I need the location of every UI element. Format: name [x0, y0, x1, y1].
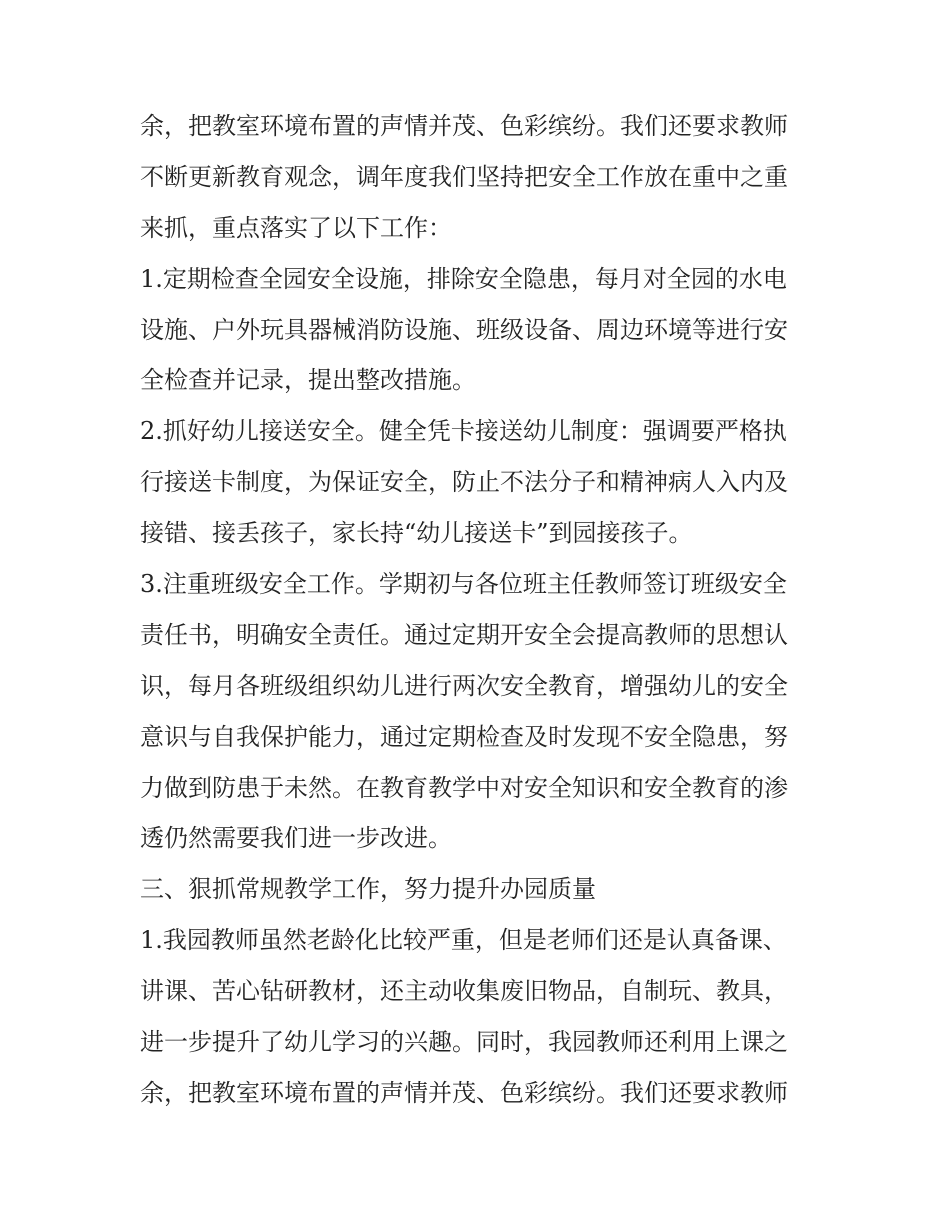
- text-line-2: 不断更新教育观念，调年度我们坚持把安全工作放在重中之重: [140, 162, 788, 191]
- text-line-13: 意识与自我保护能力，通过定期检查及时发现不安全隐患，努: [140, 722, 788, 751]
- text-line-15: 透仍然需要我们进一步改进。: [140, 824, 452, 853]
- text-line-11: 责任书，明确安全责任。通过定期开安全会提高教师的思想认: [140, 620, 788, 649]
- text-line-14: 力做到防患于未然。在教育教学中对安全知识和安全教育的渗: [140, 773, 788, 802]
- text-line-8: 行接送卡制度，为保证安全，防止不法分子和精神病人入内及: [140, 468, 788, 497]
- text-line-1: 余，把教室环境布置的声情并茂、色彩缤纷。我们还要求教师: [140, 112, 788, 140]
- section-heading: 三、狠抓常规教学工作，努力提升办园质量: [140, 875, 596, 904]
- text-line-5: 设施、户外玩具器械消防设施、班级设备、周边环境等进行安: [140, 315, 788, 344]
- body-text: [140, 101, 820, 1119]
- text-line-7: 2.抓好幼儿接送安全。健全凭卡接送幼儿制度：强调要严格执: [140, 417, 787, 446]
- text-line-9: 接错、接丢孩子，家长持“幼儿接送卡”到园接孩子。: [140, 519, 693, 548]
- text-line-12: 识，每月各班级组织幼儿进行两次安全教育，增强幼儿的安全: [140, 671, 788, 700]
- text-line-4: 1.定期检查全园安全设施，排除安全隐患，每月对全园的水电: [140, 264, 787, 293]
- text-line-20: 余，把教室环境布置的声情并茂、色彩缤纷。我们还要求教师: [140, 1078, 788, 1107]
- text-line-3: 来抓，重点落实了以下工作：: [140, 213, 452, 242]
- text-line-17: 1.我园教师虽然老龄化比较严重，但是老师们还是认真备课、: [140, 926, 787, 955]
- text-line-19: 进一步提升了幼儿学习的兴趣。同时，我园教师还利用上课之: [140, 1028, 788, 1057]
- text-line-10: 3.注重班级安全工作。学期初与各位班主任教师签订班级安全: [140, 570, 787, 599]
- text-line-6: 全检查并记录，提出整改措施。: [140, 366, 476, 395]
- text-line-18: 讲课、苦心钻研教材，还主动收集废旧物品，自制玩、教具，: [140, 977, 788, 1006]
